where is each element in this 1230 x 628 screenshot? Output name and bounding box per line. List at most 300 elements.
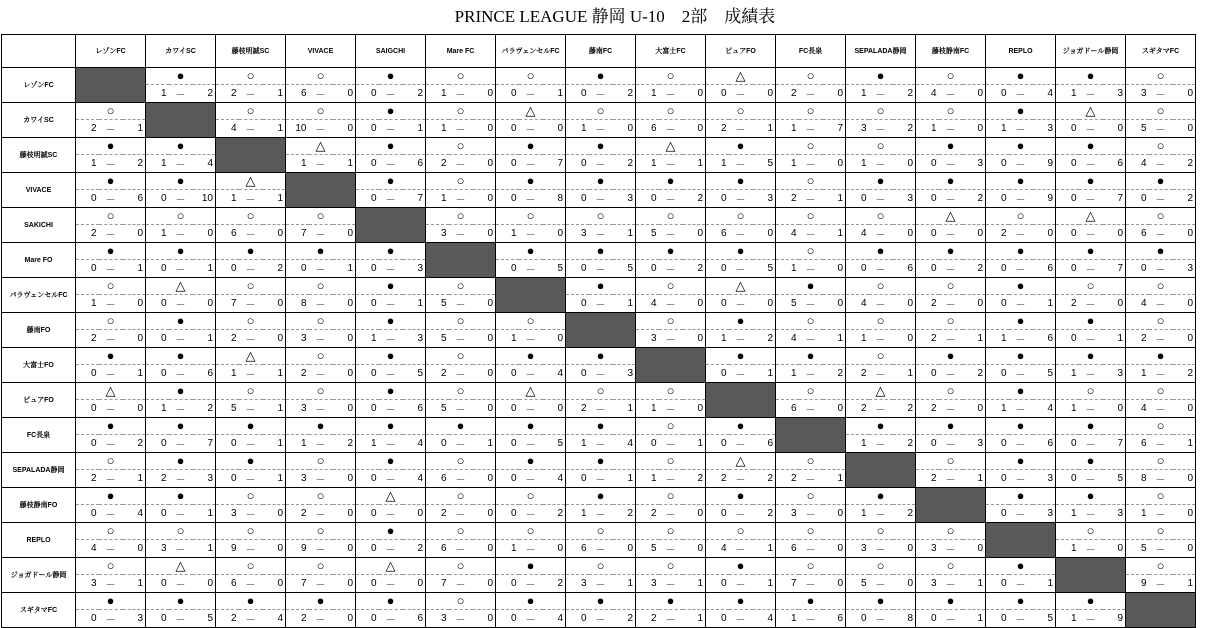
result-symbol: ○ bbox=[426, 138, 496, 155]
score-away: 0 bbox=[333, 330, 356, 348]
result-symbol: ● bbox=[286, 418, 356, 435]
score-dash: － bbox=[239, 610, 263, 628]
score-away: 5 bbox=[1103, 470, 1126, 488]
score-home: 6 bbox=[706, 225, 729, 243]
result-symbol: △ bbox=[216, 173, 286, 190]
result-symbol: ● bbox=[706, 173, 776, 190]
score-away: 4 bbox=[613, 435, 636, 453]
result-symbol: ○ bbox=[1056, 383, 1126, 400]
score-away: 1 bbox=[123, 365, 146, 383]
score-away: 1 bbox=[123, 260, 146, 278]
score-dash: － bbox=[939, 225, 963, 243]
score-away: 0 bbox=[123, 540, 146, 558]
score-home: 1 bbox=[216, 190, 239, 208]
score-away: 6 bbox=[1033, 330, 1056, 348]
score-home: 2 bbox=[916, 330, 939, 348]
score-dash: － bbox=[379, 190, 403, 208]
score-away: 4 bbox=[543, 470, 566, 488]
result-symbol: ○ bbox=[916, 558, 986, 575]
score-dash: － bbox=[729, 85, 753, 103]
score-away: 0 bbox=[1103, 295, 1126, 313]
row-header-team: ジョガドール静岡 bbox=[2, 558, 76, 593]
column-header-team: レゾンFC bbox=[76, 35, 146, 68]
score-away: 2 bbox=[613, 505, 636, 523]
score-away: 2 bbox=[823, 365, 846, 383]
score-dash: － bbox=[659, 120, 683, 138]
score-home: 0 bbox=[216, 260, 239, 278]
score-away: 0 bbox=[123, 225, 146, 243]
score-away: 1 bbox=[893, 365, 916, 383]
score-dash: － bbox=[309, 505, 333, 523]
score-dash: － bbox=[1009, 330, 1033, 348]
score-home: 0 bbox=[706, 190, 729, 208]
score-home: 0 bbox=[636, 260, 659, 278]
result-symbol: ● bbox=[986, 593, 1056, 610]
score-home: 1 bbox=[986, 120, 1009, 138]
score-away: 3 bbox=[613, 190, 636, 208]
score-away: 7 bbox=[1103, 260, 1126, 278]
score-home: 1 bbox=[146, 225, 169, 243]
score-away: 3 bbox=[123, 610, 146, 628]
score-home: 1 bbox=[146, 400, 169, 418]
score-home: 3 bbox=[776, 505, 799, 523]
result-symbol: ● bbox=[566, 243, 636, 260]
score-dash: － bbox=[1009, 435, 1033, 453]
result-symbol: ● bbox=[76, 488, 146, 505]
score-away: 2 bbox=[683, 260, 706, 278]
score-dash: － bbox=[869, 365, 893, 383]
result-symbol: ○ bbox=[776, 313, 846, 330]
score-dash: － bbox=[309, 540, 333, 558]
score-away: 0 bbox=[683, 330, 706, 348]
score-dash: － bbox=[379, 470, 403, 488]
score-away: 7 bbox=[403, 190, 426, 208]
result-symbol: △ bbox=[356, 558, 426, 575]
result-symbol: ○ bbox=[636, 383, 706, 400]
score-away: 0 bbox=[263, 330, 286, 348]
score-home: 0 bbox=[356, 190, 379, 208]
result-symbol: ○ bbox=[286, 278, 356, 295]
score-dash: － bbox=[309, 85, 333, 103]
score-home: 0 bbox=[216, 470, 239, 488]
score-away: 1 bbox=[1033, 575, 1056, 593]
score-home: 7 bbox=[286, 225, 309, 243]
score-dash: － bbox=[169, 190, 193, 208]
score-home: 2 bbox=[286, 610, 309, 628]
score-home: 0 bbox=[846, 260, 869, 278]
result-symbol: ○ bbox=[426, 68, 496, 85]
score-home: 5 bbox=[426, 330, 449, 348]
score-away: 3 bbox=[893, 190, 916, 208]
score-away: 0 bbox=[613, 540, 636, 558]
score-dash: － bbox=[729, 540, 753, 558]
score-dash: － bbox=[1149, 330, 1173, 348]
score-home: 0 bbox=[496, 365, 519, 383]
score-home: 0 bbox=[356, 400, 379, 418]
result-symbol: △ bbox=[216, 348, 286, 365]
score-dash: － bbox=[939, 470, 963, 488]
result-symbol: ○ bbox=[1126, 68, 1196, 85]
score-away: 4 bbox=[403, 470, 426, 488]
score-away: 1 bbox=[1173, 435, 1196, 453]
score-away: 0 bbox=[1103, 400, 1126, 418]
score-dash: － bbox=[869, 260, 893, 278]
score-home: 0 bbox=[566, 155, 589, 173]
score-dash: － bbox=[729, 470, 753, 488]
score-away: 0 bbox=[123, 330, 146, 348]
score-away: 9 bbox=[1033, 155, 1056, 173]
score-dash: － bbox=[799, 575, 823, 593]
score-away: 5 bbox=[543, 260, 566, 278]
score-home: 0 bbox=[1056, 435, 1079, 453]
score-away: 1 bbox=[613, 295, 636, 313]
result-symbol: △ bbox=[146, 558, 216, 575]
score-away: 0 bbox=[963, 295, 986, 313]
score-home: 1 bbox=[776, 610, 799, 628]
result-symbol: ○ bbox=[916, 313, 986, 330]
score-away: 0 bbox=[613, 120, 636, 138]
score-home: 3 bbox=[846, 540, 869, 558]
result-symbol: ○ bbox=[216, 558, 286, 575]
result-symbol: ● bbox=[146, 453, 216, 470]
score-row bbox=[2, 225, 1196, 243]
score-home: 6 bbox=[426, 470, 449, 488]
result-symbol: ● bbox=[1056, 593, 1126, 610]
score-away: 0 bbox=[1103, 120, 1126, 138]
score-dash: － bbox=[1079, 85, 1103, 103]
score-away: 1 bbox=[193, 330, 216, 348]
score-home: 1 bbox=[566, 435, 589, 453]
score-away: 5 bbox=[403, 365, 426, 383]
result-symbol: ○ bbox=[1126, 558, 1196, 575]
score-home: 0 bbox=[356, 120, 379, 138]
result-symbol: ○ bbox=[1126, 138, 1196, 155]
result-symbol: ○ bbox=[776, 68, 846, 85]
score-dash: － bbox=[379, 400, 403, 418]
result-symbol: ● bbox=[706, 418, 776, 435]
score-away: 1 bbox=[1033, 295, 1056, 313]
score-dash: － bbox=[659, 330, 683, 348]
result-symbol: ● bbox=[496, 348, 566, 365]
score-dash: － bbox=[99, 540, 123, 558]
score-away: 1 bbox=[193, 540, 216, 558]
score-away: 1 bbox=[123, 575, 146, 593]
result-symbol: ○ bbox=[496, 488, 566, 505]
score-away: 0 bbox=[123, 295, 146, 313]
score-dash: － bbox=[589, 85, 613, 103]
result-symbol: ○ bbox=[286, 488, 356, 505]
score-away: 0 bbox=[1173, 400, 1196, 418]
score-home: 6 bbox=[636, 120, 659, 138]
score-dash: － bbox=[799, 85, 823, 103]
score-dash: － bbox=[799, 540, 823, 558]
score-away: 0 bbox=[473, 400, 496, 418]
result-symbol: ● bbox=[566, 488, 636, 505]
table-row bbox=[2, 173, 1196, 190]
score-home: 0 bbox=[356, 610, 379, 628]
score-home: 0 bbox=[216, 435, 239, 453]
score-away: 0 bbox=[473, 365, 496, 383]
result-symbol: ● bbox=[566, 593, 636, 610]
score-away: 2 bbox=[683, 190, 706, 208]
result-symbol: ○ bbox=[286, 68, 356, 85]
score-home: 1 bbox=[426, 85, 449, 103]
diagonal-cell bbox=[356, 208, 426, 243]
score-home: 0 bbox=[916, 610, 939, 628]
score-away: 1 bbox=[193, 505, 216, 523]
result-symbol: ○ bbox=[496, 313, 566, 330]
score-dash: － bbox=[99, 505, 123, 523]
diagonal-cell bbox=[776, 418, 846, 453]
score-home: 0 bbox=[566, 610, 589, 628]
result-symbol: ● bbox=[986, 453, 1056, 470]
result-symbol: △ bbox=[636, 138, 706, 155]
score-home: 0 bbox=[356, 260, 379, 278]
score-away: 0 bbox=[823, 155, 846, 173]
score-away: 0 bbox=[683, 120, 706, 138]
result-symbol: ● bbox=[286, 593, 356, 610]
score-dash: － bbox=[239, 505, 263, 523]
score-away: 0 bbox=[473, 120, 496, 138]
score-home: 0 bbox=[356, 505, 379, 523]
score-home: 0 bbox=[356, 575, 379, 593]
result-symbol: ○ bbox=[1056, 278, 1126, 295]
result-symbol: ● bbox=[356, 383, 426, 400]
score-away: 2 bbox=[963, 260, 986, 278]
score-dash: － bbox=[659, 540, 683, 558]
diagonal-cell bbox=[986, 523, 1056, 558]
score-away: 0 bbox=[1173, 330, 1196, 348]
score-dash: － bbox=[309, 575, 333, 593]
score-away: 1 bbox=[473, 435, 496, 453]
result-symbol: ● bbox=[916, 138, 986, 155]
score-home: 0 bbox=[356, 85, 379, 103]
score-home: 1 bbox=[986, 400, 1009, 418]
result-symbol: ○ bbox=[846, 208, 916, 225]
result-symbol: ● bbox=[496, 418, 566, 435]
score-away: 0 bbox=[823, 400, 846, 418]
score-dash: － bbox=[169, 155, 193, 173]
score-dash: － bbox=[1009, 190, 1033, 208]
result-symbol: ● bbox=[216, 453, 286, 470]
score-dash: － bbox=[1079, 120, 1103, 138]
score-home: 0 bbox=[916, 155, 939, 173]
result-symbol: ○ bbox=[426, 523, 496, 540]
result-symbol: ● bbox=[356, 138, 426, 155]
result-symbol: ● bbox=[986, 348, 1056, 365]
score-away: 6 bbox=[753, 435, 776, 453]
result-symbol: ● bbox=[636, 593, 706, 610]
score-home: 1 bbox=[1056, 365, 1079, 383]
score-away: 2 bbox=[613, 155, 636, 173]
score-away: 0 bbox=[1033, 225, 1056, 243]
score-home: 6 bbox=[216, 575, 239, 593]
result-symbol: ● bbox=[566, 68, 636, 85]
table-row bbox=[2, 488, 1196, 505]
score-dash: － bbox=[169, 470, 193, 488]
row-header-team: 藤南FO bbox=[2, 313, 76, 348]
score-away: 2 bbox=[613, 610, 636, 628]
score-away: 0 bbox=[1173, 470, 1196, 488]
score-home: 0 bbox=[496, 435, 519, 453]
result-symbol: ● bbox=[356, 348, 426, 365]
score-home: 0 bbox=[986, 505, 1009, 523]
result-symbol: ● bbox=[146, 243, 216, 260]
column-header-team: SAIGCHI bbox=[356, 35, 426, 68]
score-row bbox=[2, 365, 1196, 383]
score-dash: － bbox=[449, 575, 473, 593]
score-away: 1 bbox=[683, 610, 706, 628]
score-dash: － bbox=[309, 610, 333, 628]
result-symbol: ● bbox=[286, 243, 356, 260]
score-dash: － bbox=[379, 295, 403, 313]
table-row bbox=[2, 103, 1196, 120]
score-home: 0 bbox=[566, 295, 589, 313]
score-home: 4 bbox=[776, 225, 799, 243]
score-dash: － bbox=[519, 260, 543, 278]
row-header-team: スギタマFC bbox=[2, 593, 76, 628]
score-home: 0 bbox=[566, 260, 589, 278]
score-home: 2 bbox=[636, 505, 659, 523]
result-symbol: ● bbox=[986, 278, 1056, 295]
score-dash: － bbox=[1079, 365, 1103, 383]
result-symbol: ● bbox=[846, 173, 916, 190]
score-away: 3 bbox=[403, 260, 426, 278]
result-symbol: △ bbox=[496, 383, 566, 400]
score-away: 6 bbox=[893, 260, 916, 278]
score-dash: － bbox=[519, 540, 543, 558]
score-dash: － bbox=[309, 155, 333, 173]
score-dash: － bbox=[589, 260, 613, 278]
column-header-team: REPLO bbox=[986, 35, 1056, 68]
score-away: 4 bbox=[1033, 400, 1056, 418]
result-symbol: ● bbox=[356, 173, 426, 190]
score-away: 0 bbox=[543, 400, 566, 418]
score-dash: － bbox=[799, 295, 823, 313]
score-row bbox=[2, 190, 1196, 208]
result-symbol: ● bbox=[986, 418, 1056, 435]
score-away: 0 bbox=[1173, 225, 1196, 243]
result-symbol: ○ bbox=[426, 558, 496, 575]
score-dash: － bbox=[869, 540, 893, 558]
score-home: 4 bbox=[776, 330, 799, 348]
score-home: 4 bbox=[1126, 155, 1149, 173]
result-symbol: ● bbox=[1056, 138, 1126, 155]
score-away: 0 bbox=[823, 575, 846, 593]
result-symbol: ○ bbox=[776, 208, 846, 225]
score-away: 0 bbox=[1173, 540, 1196, 558]
score-home: 1 bbox=[426, 120, 449, 138]
result-symbol: ● bbox=[916, 243, 986, 260]
score-dash: － bbox=[939, 400, 963, 418]
result-symbol: ● bbox=[986, 313, 1056, 330]
score-away: 7 bbox=[1103, 435, 1126, 453]
result-symbol: ● bbox=[986, 68, 1056, 85]
score-row bbox=[2, 435, 1196, 453]
score-dash: － bbox=[869, 505, 893, 523]
score-away: 0 bbox=[333, 540, 356, 558]
score-away: 1 bbox=[823, 190, 846, 208]
results-table bbox=[1, 34, 1196, 628]
result-symbol: ○ bbox=[706, 523, 776, 540]
score-home: 0 bbox=[496, 505, 519, 523]
score-dash: － bbox=[449, 435, 473, 453]
score-home: 1 bbox=[566, 505, 589, 523]
score-dash: － bbox=[449, 470, 473, 488]
result-symbol: ● bbox=[356, 453, 426, 470]
result-symbol: ○ bbox=[916, 103, 986, 120]
score-home: 5 bbox=[846, 575, 869, 593]
score-dash: － bbox=[659, 610, 683, 628]
score-home: 0 bbox=[496, 155, 519, 173]
score-dash: － bbox=[169, 575, 193, 593]
score-away: 1 bbox=[963, 470, 986, 488]
score-away: 0 bbox=[1103, 540, 1126, 558]
score-dash: － bbox=[799, 155, 823, 173]
score-dash: － bbox=[169, 225, 193, 243]
score-away: 1 bbox=[613, 225, 636, 243]
score-away: 4 bbox=[1033, 85, 1056, 103]
column-header-team: カワイSC bbox=[146, 35, 216, 68]
score-home: 9 bbox=[286, 540, 309, 558]
score-away: 0 bbox=[893, 295, 916, 313]
score-dash: － bbox=[939, 85, 963, 103]
score-home: 0 bbox=[76, 400, 99, 418]
score-away: 0 bbox=[893, 330, 916, 348]
score-away: 0 bbox=[683, 505, 706, 523]
result-symbol: ● bbox=[146, 593, 216, 610]
score-home: 7 bbox=[426, 575, 449, 593]
score-dash: － bbox=[239, 470, 263, 488]
score-dash: － bbox=[239, 190, 263, 208]
score-dash: － bbox=[99, 365, 123, 383]
result-symbol: ○ bbox=[636, 278, 706, 295]
result-symbol: ○ bbox=[146, 208, 216, 225]
score-dash: － bbox=[939, 295, 963, 313]
score-away: 0 bbox=[473, 190, 496, 208]
score-home: 2 bbox=[986, 225, 1009, 243]
score-row bbox=[2, 85, 1196, 103]
result-symbol: ○ bbox=[286, 103, 356, 120]
score-home: 2 bbox=[216, 330, 239, 348]
score-dash: － bbox=[449, 155, 473, 173]
page-title: PRINCE LEAGUE 静岡 U-10 2部 成績表 bbox=[454, 7, 776, 26]
result-symbol: ● bbox=[776, 348, 846, 365]
score-away: 0 bbox=[333, 505, 356, 523]
score-away: 0 bbox=[473, 155, 496, 173]
score-dash: － bbox=[799, 365, 823, 383]
score-dash: － bbox=[589, 505, 613, 523]
score-dash: － bbox=[1149, 260, 1173, 278]
score-home: 5 bbox=[1126, 540, 1149, 558]
score-home: 0 bbox=[986, 470, 1009, 488]
score-home: 6 bbox=[286, 85, 309, 103]
score-home: 5 bbox=[636, 225, 659, 243]
score-home: 3 bbox=[566, 575, 589, 593]
score-home: 1 bbox=[706, 155, 729, 173]
result-symbol: △ bbox=[706, 278, 776, 295]
score-away: 5 bbox=[753, 155, 776, 173]
result-symbol: ○ bbox=[146, 523, 216, 540]
score-dash: － bbox=[729, 575, 753, 593]
score-home: 2 bbox=[146, 470, 169, 488]
score-away: 1 bbox=[963, 330, 986, 348]
diagonal-cell bbox=[286, 173, 356, 208]
result-symbol: ○ bbox=[566, 558, 636, 575]
score-home: 0 bbox=[146, 295, 169, 313]
score-dash: － bbox=[99, 190, 123, 208]
score-home: 0 bbox=[426, 435, 449, 453]
